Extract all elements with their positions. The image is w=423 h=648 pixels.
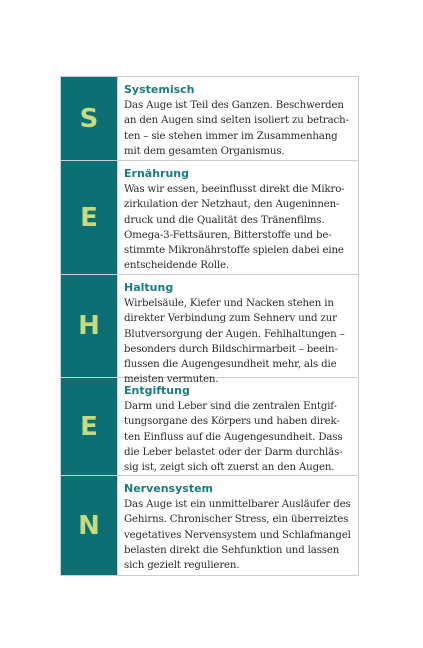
row-heading: Systemisch [124,83,195,96]
acronym-letter: E [80,202,98,233]
table-row-systemisch [61,77,358,161]
row-description: Das Auge ist Teil des Ganzen. Beschwerden an den Augen sind selten isoliert zu betrach- ten – sie stehen immer im Zusammenhang mit dem gesamten Organismus. [124,100,349,157]
content-cell [118,275,358,386]
letter-cell [61,77,118,160]
acronym-letter: H [78,311,100,341]
row-description: Wirbelsäule, Kiefer und Nacken stehen in direkter Verbindung zum Sehnerv und zur Blutversorgung der Augen. Fehlhaltungen – besonders durch Bildschirmarbeit – beein- flussen die Augengesundheit mehr, als die meisten vermuten. [124,298,345,386]
content-cell [118,161,358,274]
content-cell [118,378,358,475]
row-description: Was wir essen, beeinflusst direkt die Mikro- zirkulation der Netzhaut, den Augeninnen- druck und die Qualität des Tränenfilms. Omega-3-Fettsäuren, Bitterstoffe und be- stimmte Mikronährstoffe spielen dabei eine entscheidende Rolle. [124,184,345,272]
letter-cell [61,476,118,575]
row-description: Darm und Leber sind die zentralen Entgif- tungsorgane des Körpers und haben direk- ten Einfluss auf die Augengesundheit. Dass die Leber belastet oder der Darm durchläs- sig ist, zeigt sich oft zuerst an den Augen. [124,401,343,474]
acronym-letter: N [78,510,100,541]
letter-cell [61,161,118,274]
content-cell [118,77,358,160]
sehen-acronym-table [60,76,359,576]
table-row-ernaehrung [61,161,358,275]
row-heading: Haltung [124,281,174,294]
acronym-letter: S [79,103,99,134]
row-heading: Nervensystem [124,482,213,495]
letter-cell [61,275,118,377]
row-heading: Ernährung [124,167,189,180]
content-cell [118,476,358,575]
table-row-nervensystem [61,476,358,575]
acronym-letter: E [80,411,98,442]
letter-cell [61,378,118,475]
row-description: Das Auge ist ein unmittelbarer Ausläufer des Gehirns. Chronischer Stress, ein überreiztes vegetatives Nervensystem und Schlafmangel belasten direkt die Sehfunktion und lassen sich gezielt regulieren. [124,499,351,572]
table-row-haltung [61,275,358,386]
table-row-entgiftung [61,378,358,476]
row-heading: Entgiftung [124,384,190,397]
